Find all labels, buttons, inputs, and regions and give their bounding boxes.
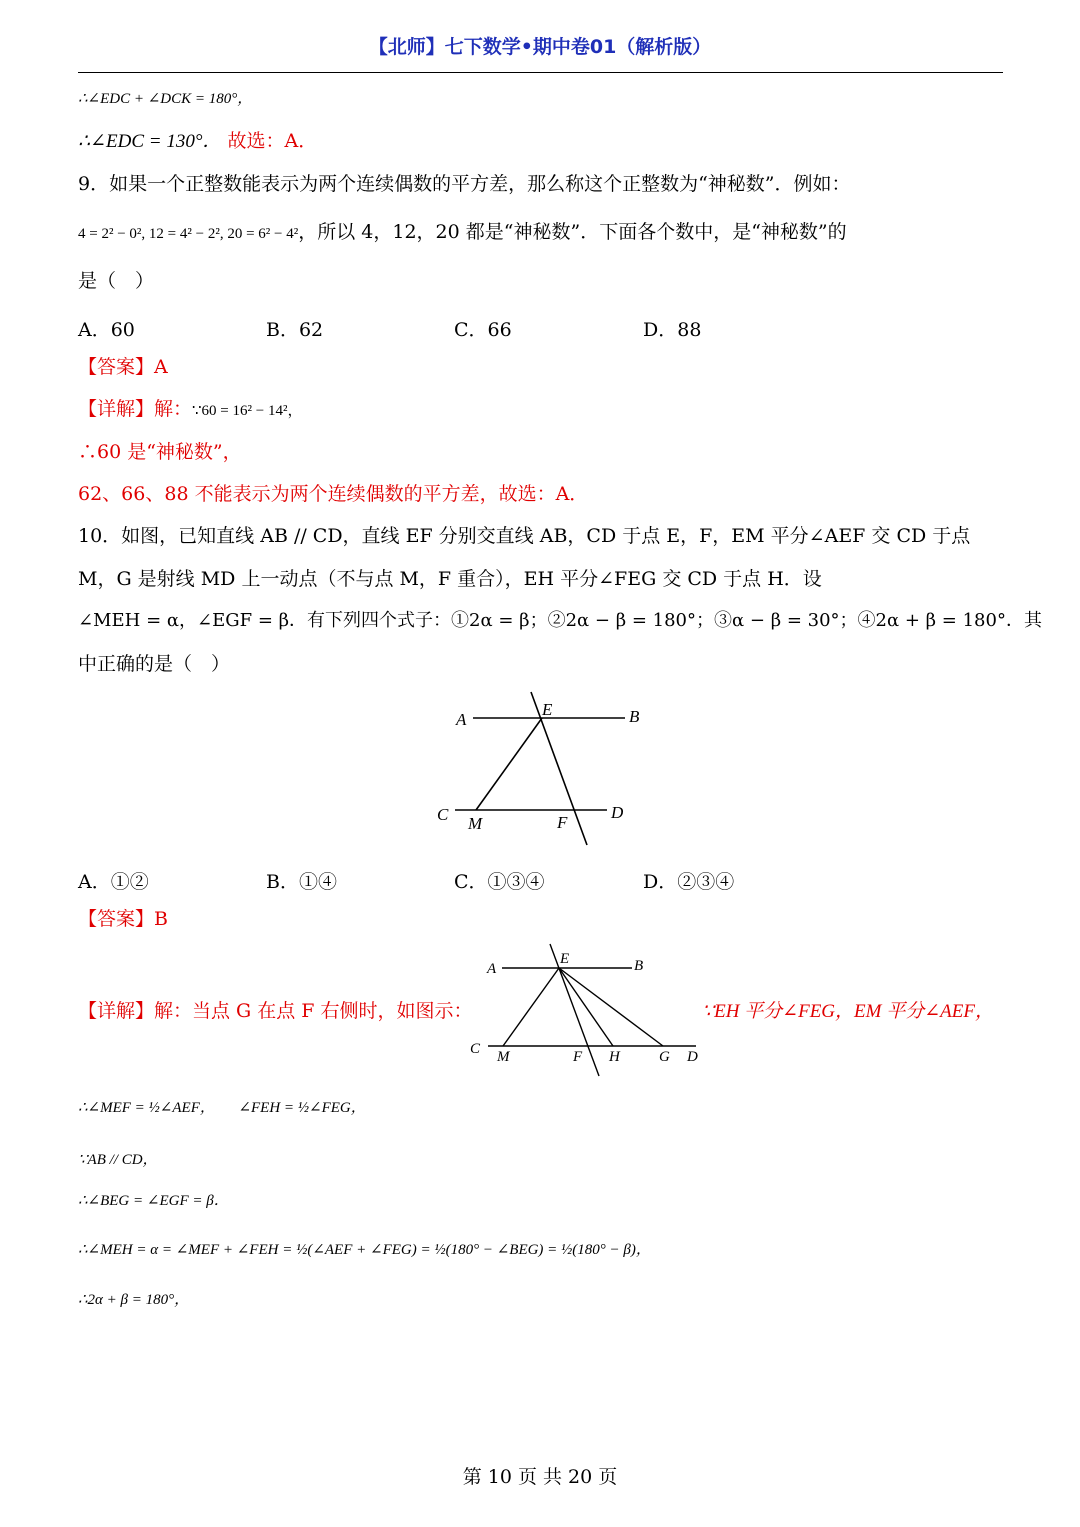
label-e: E xyxy=(542,700,553,719)
label-m: M xyxy=(497,1049,510,1065)
detail-10-reason xyxy=(702,1002,994,1021)
question-10-line2: M，G 是射线 MD 上一动点（不与点 M，F 重合），EH 平分∠FEG 交 CD 于点 H．设 xyxy=(78,568,822,590)
q10-option-d: D．②③④ xyxy=(643,871,735,893)
detail-9-step2: ∴60 是“神秘数”， xyxy=(78,441,242,463)
segment-eg xyxy=(559,968,663,1046)
detail-9-expression: ∵60 = 16² − 14²， xyxy=(192,403,303,419)
step-beg-text: ∴∠BEG = ∠EGF = β． xyxy=(78,1193,229,1209)
q9-option-b: B．62 xyxy=(266,319,324,341)
detail-9-step3: 62、66、88 不能表示为两个连续偶数的平方差，故选：A． xyxy=(78,483,589,505)
label-c: C xyxy=(470,1041,481,1057)
label-d: D xyxy=(611,803,624,822)
question-10-line3: ∠MEH = α，∠EGF = β．有下列四个式子：①2α = β；②2α − β = 180°；③α − β = 30°；④2α + β = 180°．其 xyxy=(78,610,1042,631)
q10-option-b: B．①④ xyxy=(266,871,337,893)
header-rule xyxy=(78,72,1003,73)
label-m: M xyxy=(468,814,483,833)
label-c: C xyxy=(437,805,449,824)
page-header-title: 【北师】七下数学•期中卷01（解析版） xyxy=(368,36,712,58)
q9-option-d: D．88 xyxy=(643,319,702,341)
detail-9-label: 【详解】解： xyxy=(78,398,193,420)
label-b: B xyxy=(634,958,644,974)
segment-em xyxy=(476,718,542,810)
detail-10-reason-text: ∵EH 平分∠FEG，EM 平分∠AEF， xyxy=(702,1001,994,1022)
step-text: ∴∠EDC + ∠DCK = 180°， xyxy=(78,91,253,107)
q9-expression: 4 = 2² − 0², 12 = 4² − 2², 20 = 6² − 4² xyxy=(78,226,299,242)
step-parallel-text: ∵AB // CD， xyxy=(78,1152,158,1168)
step-feh: ∠FEH = ½∠FEG， xyxy=(238,1100,366,1116)
label-f: F xyxy=(557,813,568,832)
q9-option-a: A．60 xyxy=(78,319,135,341)
step-mef: ∴∠MEF = ½∠AEF， xyxy=(78,1100,215,1116)
step-edc-dck xyxy=(78,91,252,107)
step-meh-text: ∴∠MEH = α = ∠MEF + ∠FEH = ½(∠AEF + ∠FEG) = ½(180° − ∠BEG) = ½(180° − β)， xyxy=(78,1242,651,1258)
label-g: G xyxy=(659,1049,670,1065)
question-10-line4: 中正确的是（ ） xyxy=(78,653,231,675)
page-footer: 第 10 页 共 20 页 xyxy=(462,1466,618,1488)
step-conclusion-text: ∴2α + β = 180°， xyxy=(78,1292,190,1308)
label-b: B xyxy=(629,707,640,726)
step-edc-result xyxy=(78,132,317,151)
label-e: E xyxy=(560,951,570,967)
figure-parallel-lines-2 xyxy=(468,940,708,1080)
step-meh-derivation xyxy=(78,1242,651,1258)
answer-9: 【答案】A xyxy=(78,356,168,378)
q10-option-c: C．①③④ xyxy=(454,871,545,893)
question-9-end: 是（ ） xyxy=(78,270,155,292)
question-10-line1: 10．如图，已知直线 AB // CD，直线 EF 分别交直线 AB，CD 于点 E，F，EM 平分∠AEF 交 CD 于点 xyxy=(78,525,971,547)
choice-conclusion: 故选：A． xyxy=(227,130,318,152)
q9-tail: ，所以 4，12，20 都是“神秘数”．下面各个数中，是“神秘数”的 xyxy=(298,221,847,243)
step-beg-egf xyxy=(78,1193,229,1209)
label-a: A xyxy=(487,961,497,977)
detail-10-label: 【详解】解：当点 G 在点 F 右侧时，如图示： xyxy=(78,1000,473,1022)
step-mef-feh xyxy=(78,1100,366,1116)
figure-parallel-lines-1 xyxy=(425,685,665,855)
segment-em xyxy=(503,968,559,1046)
step-parallel xyxy=(78,1152,158,1168)
question-9-example xyxy=(78,223,847,242)
q9-option-c: C．66 xyxy=(454,319,512,341)
answer-10: 【答案】B xyxy=(78,908,168,930)
detail-9 xyxy=(78,400,302,419)
q10-option-a: A．①② xyxy=(78,871,149,893)
step-edc-value: ∴∠EDC = 130°． xyxy=(78,131,222,152)
segment-eh xyxy=(559,968,613,1046)
label-h: H xyxy=(609,1049,620,1065)
label-a: A xyxy=(456,710,467,729)
step-conclusion xyxy=(78,1292,189,1308)
label-d: D xyxy=(687,1049,698,1065)
label-f: F xyxy=(573,1049,583,1065)
question-9-stem: 9．如果一个正整数能表示为两个连续偶数的平方差，那么称这个正整数为“神秘数”．例如： xyxy=(78,173,851,195)
